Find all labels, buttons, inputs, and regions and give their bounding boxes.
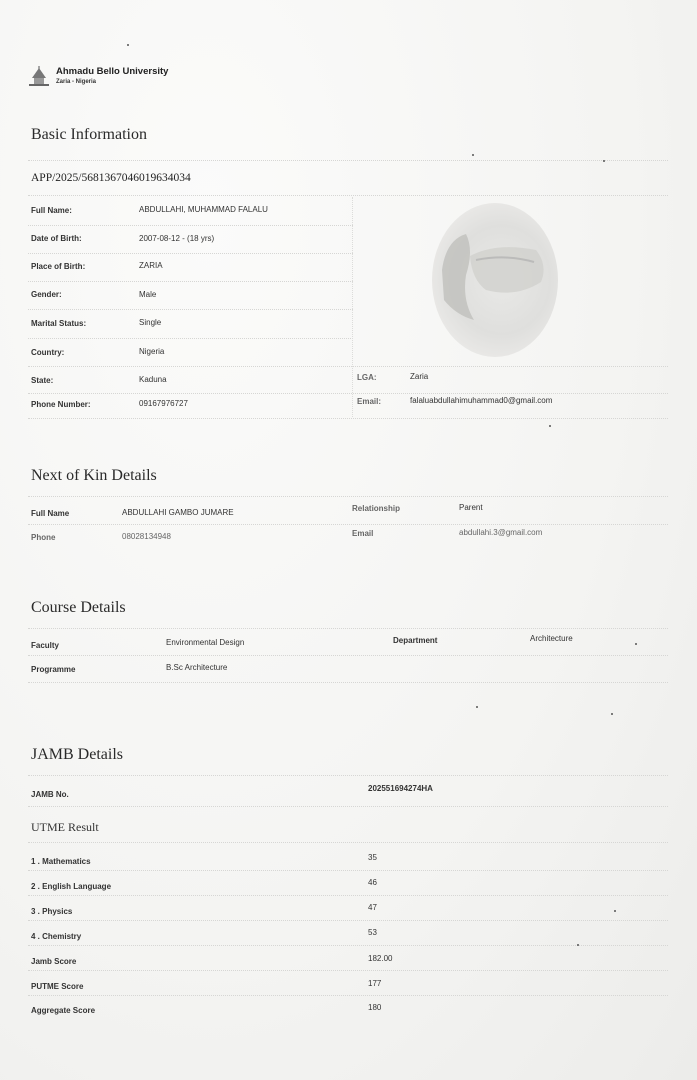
utme-result-title: UTME Result <box>31 820 99 834</box>
nok-phone-value: 08028134948 <box>122 532 171 541</box>
full-name-label: Full Name: <box>31 206 72 215</box>
nok-email-value: abdullahi.3@gmail.com <box>459 528 543 537</box>
university-location: Zaria - Nigeria <box>56 79 97 85</box>
gender-value: Male <box>139 290 157 299</box>
state-label: State: <box>31 376 54 385</box>
dob-value: 2007-08-12 - (18 yrs) <box>139 234 215 243</box>
university-crest-icon <box>26 66 52 90</box>
state-value: Kaduna <box>139 375 167 384</box>
university-name: Ahmadu Bello University <box>56 66 169 77</box>
marital-status-label: Marital Status: <box>31 319 87 328</box>
result-value: 47 <box>368 903 377 912</box>
email-value: falaluabdullahimuhammad0@gmail.com <box>410 396 553 405</box>
marital-status-value: Single <box>139 318 162 327</box>
gender-label: Gender: <box>31 290 62 299</box>
print-speck <box>549 425 551 427</box>
result-label: 1 . Mathematics <box>31 857 91 866</box>
university-header <box>26 66 168 90</box>
country-label: Country: <box>31 348 65 357</box>
application-id: APP/2025/5681367046019634034 <box>31 172 191 184</box>
print-speck <box>611 713 613 715</box>
result-value: 53 <box>368 928 377 937</box>
course-details-title: Course Details <box>31 599 126 616</box>
department-label: Department <box>393 636 438 645</box>
email-label: Email: <box>357 397 382 406</box>
phone-label: Phone Number: <box>31 400 91 409</box>
full-name-value: ABDULLAHI, MUHAMMAD FALALU <box>139 205 268 214</box>
pob-label: Place of Birth: <box>31 262 86 271</box>
programme-value: B.Sc Architecture <box>166 663 228 672</box>
dob-label: Date of Birth: <box>31 234 82 243</box>
nok-full-name-label: Full Name <box>31 509 70 518</box>
result-value: 182.00 <box>368 954 393 963</box>
programme-label: Programme <box>31 665 76 674</box>
print-speck <box>603 160 605 162</box>
print-speck <box>127 44 129 46</box>
print-speck <box>577 944 579 946</box>
nok-relationship-label: Relationship <box>352 504 401 513</box>
result-label: Jamb Score <box>31 957 77 966</box>
result-label: 3 . Physics <box>31 907 73 916</box>
nok-full-name-value: ABDULLAHI GAMBO JUMARE <box>122 508 234 517</box>
faculty-value: Environmental Design <box>166 638 245 647</box>
result-label: Aggregate Score <box>31 1006 96 1015</box>
print-speck <box>614 910 616 912</box>
result-value: 177 <box>368 979 382 988</box>
faculty-label: Faculty <box>31 641 60 650</box>
country-value: Nigeria <box>139 347 165 356</box>
lga-label: LGA: <box>357 373 377 382</box>
result-label: PUTME Score <box>31 982 84 991</box>
passport-photo-silhouette <box>436 220 556 330</box>
nok-email-label: Email <box>352 529 374 538</box>
basic-info-title: Basic Information <box>31 126 147 143</box>
lga-value: Zaria <box>410 372 429 381</box>
jamb-no-value: 202551694274HA <box>368 784 433 793</box>
result-label: 4 . Chemistry <box>31 932 82 941</box>
result-value: 180 <box>368 1003 382 1012</box>
print-speck <box>476 706 478 708</box>
nok-relationship-value: Parent <box>459 503 483 512</box>
next-of-kin-title: Next of Kin Details <box>31 467 157 484</box>
result-value: 35 <box>368 853 377 862</box>
department-value: Architecture <box>530 634 573 643</box>
result-value: 46 <box>368 878 377 887</box>
pob-value: ZARIA <box>139 261 163 270</box>
print-speck <box>472 154 474 156</box>
print-speck <box>635 643 637 645</box>
jamb-details-title: JAMB Details <box>31 746 123 763</box>
nok-phone-label: Phone <box>31 533 56 542</box>
result-label: 2 . English Language <box>31 882 112 891</box>
jamb-no-label: JAMB No. <box>31 790 69 799</box>
phone-value: 09167976727 <box>139 399 188 408</box>
